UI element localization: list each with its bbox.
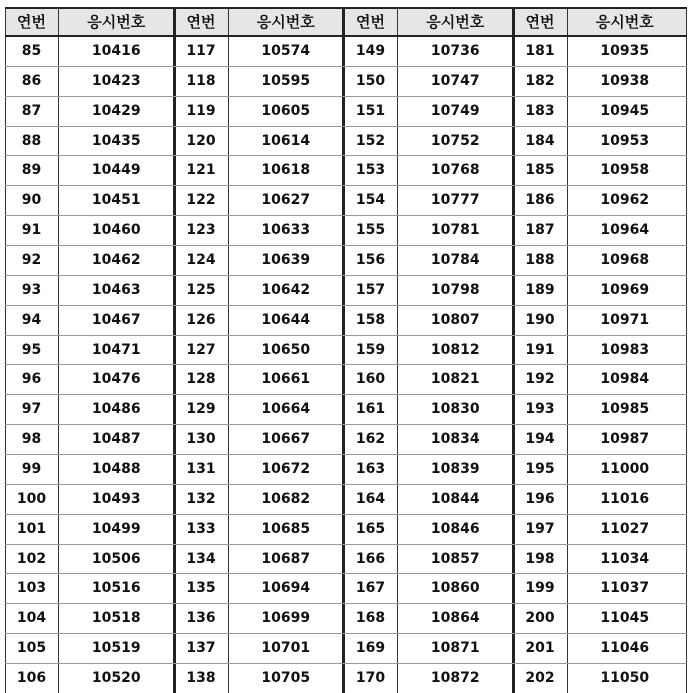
- seq-cell: 93: [21, 281, 42, 298]
- exam-number-cell: 11045: [600, 610, 650, 627]
- exam-number-cell: 10784: [430, 251, 480, 268]
- seq-cell: 150: [355, 72, 386, 89]
- seq-cell: 159: [355, 341, 386, 358]
- seq-cell: 90: [21, 192, 42, 209]
- seq-cell: 123: [186, 222, 216, 239]
- seq-cell: 85: [21, 42, 42, 59]
- exam-number-cell: 10864: [430, 610, 480, 627]
- seq-cell: 121: [186, 162, 216, 179]
- seq-cell: 158: [355, 311, 386, 328]
- exam-number-cell: 10749: [430, 102, 480, 119]
- seq-cell: 88: [21, 132, 42, 149]
- seq-cell: 156: [355, 251, 386, 268]
- seq-cell: 104: [16, 610, 47, 627]
- seq-cell: 101: [16, 520, 47, 537]
- exam-number-cell: 10846: [430, 520, 480, 537]
- seq-cell: 202: [525, 669, 555, 686]
- row-divider: [5, 663, 687, 664]
- exam-number-cell: 10487: [91, 431, 141, 448]
- seq-cell: 134: [186, 550, 216, 567]
- header-exam-number: 응시번호: [256, 13, 315, 31]
- seq-cell: 163: [355, 460, 386, 477]
- exam-number-cell: 10642: [261, 281, 311, 298]
- seq-cell: 186: [525, 192, 555, 209]
- row-divider: [5, 96, 687, 97]
- group-divider: [173, 7, 176, 693]
- exam-number-cell: 10614: [261, 132, 311, 149]
- seq-cell: 160: [355, 371, 386, 388]
- row-divider: [5, 424, 687, 425]
- header-exam-number: 응시번호: [426, 13, 485, 31]
- seq-cell: 130: [186, 431, 216, 448]
- seq-cell: 167: [355, 580, 386, 597]
- seq-cell: 125: [186, 281, 216, 298]
- exam-number-cell: 10519: [91, 640, 141, 657]
- exam-number-cell: 11046: [600, 640, 650, 657]
- exam-number-cell: 10661: [261, 371, 311, 388]
- seq-cell: 164: [355, 490, 386, 507]
- exam-number-cell: 11050: [600, 669, 650, 686]
- exam-number-cell: 10639: [261, 251, 311, 268]
- row-divider: [5, 245, 687, 246]
- seq-cell: 193: [525, 401, 555, 418]
- seq-cell: 99: [21, 460, 42, 477]
- seq-cell: 153: [355, 162, 386, 179]
- exam-number-cell: 10935: [600, 42, 650, 59]
- exam-number-cell: 10969: [600, 281, 650, 298]
- seq-cell: 184: [525, 132, 555, 149]
- exam-number-cell: 10777: [430, 192, 480, 209]
- row-divider: [5, 66, 687, 67]
- seq-cell: 86: [21, 72, 42, 89]
- header-seq: 연번: [186, 13, 216, 31]
- seq-cell: 161: [355, 401, 386, 418]
- seq-cell: 87: [21, 102, 42, 119]
- table-border-right: [686, 7, 687, 693]
- exam-number-cell: 10682: [261, 490, 311, 507]
- seq-cell: 155: [355, 222, 386, 239]
- exam-number-cell: 10423: [91, 72, 141, 89]
- exam-number-cell: 10687: [261, 550, 311, 567]
- column-divider: [58, 7, 59, 693]
- seq-cell: 189: [525, 281, 555, 298]
- exam-number-cell: 10476: [91, 371, 141, 388]
- exam-number-cell: 10650: [261, 341, 311, 358]
- seq-cell: 129: [186, 401, 216, 418]
- exam-number-cell: 10812: [430, 341, 480, 358]
- row-divider: [5, 275, 687, 276]
- exam-number-cell: 10985: [600, 401, 650, 418]
- exam-number-cell: 10672: [261, 460, 311, 477]
- exam-number-cell: 10644: [261, 311, 311, 328]
- seq-cell: 94: [21, 311, 42, 328]
- column-divider: [567, 7, 568, 693]
- exam-number-cell: 10781: [430, 222, 480, 239]
- exam-number-cell: 10449: [91, 162, 141, 179]
- column-divider: [397, 7, 398, 693]
- exam-number-cell: 10830: [430, 401, 480, 418]
- exam-number-cell: 10520: [91, 669, 141, 686]
- seq-cell: 149: [355, 42, 386, 59]
- row-divider: [5, 364, 687, 365]
- exam-number-cell: 10667: [261, 431, 311, 448]
- seq-cell: 198: [525, 550, 555, 567]
- exam-number-cell: 10857: [430, 550, 480, 567]
- seq-cell: 98: [21, 431, 42, 448]
- exam-number-cell: 10834: [430, 431, 480, 448]
- exam-number-cell: 10953: [600, 132, 650, 149]
- seq-cell: 181: [525, 42, 555, 59]
- seq-cell: 169: [355, 640, 386, 657]
- seq-cell: 195: [525, 460, 555, 477]
- seq-cell: 118: [186, 72, 216, 89]
- exam-number-cell: 11000: [600, 460, 650, 477]
- seq-cell: 185: [525, 162, 555, 179]
- seq-cell: 106: [16, 669, 47, 686]
- exam-number-cell: 10984: [600, 371, 650, 388]
- seq-cell: 168: [355, 610, 386, 627]
- exam-number-cell: 10595: [261, 72, 311, 89]
- seq-cell: 89: [21, 162, 42, 179]
- exam-number-cell: 10574: [261, 42, 311, 59]
- row-divider: [5, 544, 687, 545]
- exam-number-cell: 10938: [600, 72, 650, 89]
- exam-number-cell: 11016: [600, 490, 650, 507]
- seq-cell: 103: [16, 580, 47, 597]
- header-seq: 연번: [17, 13, 46, 31]
- table-border-left: [5, 7, 6, 693]
- exam-number-cell: 10435: [91, 132, 141, 149]
- seq-cell: 165: [355, 520, 386, 537]
- seq-cell: 135: [186, 580, 216, 597]
- seq-cell: 120: [186, 132, 216, 149]
- exam-number-cell: 10958: [600, 162, 650, 179]
- exam-number-cell: 10701: [261, 640, 311, 657]
- seq-cell: 166: [355, 550, 386, 567]
- exam-number-cell: 10964: [600, 222, 650, 239]
- seq-cell: 92: [21, 251, 42, 268]
- exam-number-cell: 10429: [91, 102, 141, 119]
- exam-number-cell: 10752: [430, 132, 480, 149]
- exam-number-cell: 10971: [600, 311, 650, 328]
- seq-cell: 190: [525, 311, 555, 328]
- exam-number-cell: 10605: [261, 102, 311, 119]
- seq-cell: 151: [355, 102, 386, 119]
- seq-cell: 200: [525, 610, 555, 627]
- row-divider: [5, 603, 687, 604]
- exam-number-cell: 10694: [261, 580, 311, 597]
- seq-cell: 194: [525, 431, 555, 448]
- exam-number-cell: 10467: [91, 311, 141, 328]
- exam-number-cell: 10627: [261, 192, 311, 209]
- seq-cell: 127: [186, 341, 216, 358]
- exam-number-cell: 10736: [430, 42, 480, 59]
- seq-cell: 137: [186, 640, 216, 657]
- group-divider: [342, 7, 345, 693]
- seq-cell: 97: [21, 401, 42, 418]
- exam-number-cell: 10844: [430, 490, 480, 507]
- seq-cell: 102: [16, 550, 47, 567]
- exam-number-cell: 10618: [261, 162, 311, 179]
- row-divider: [5, 573, 687, 574]
- exam-number-cell: 10488: [91, 460, 141, 477]
- seq-cell: 128: [186, 371, 216, 388]
- applicant-number-table: [5, 7, 687, 693]
- exam-number-cell: 10685: [261, 520, 311, 537]
- exam-number-cell: 10493: [91, 490, 141, 507]
- exam-number-cell: 10860: [430, 580, 480, 597]
- seq-cell: 187: [525, 222, 555, 239]
- seq-cell: 182: [525, 72, 555, 89]
- exam-number-cell: 10871: [430, 640, 480, 657]
- row-divider: [5, 394, 687, 395]
- seq-cell: 188: [525, 251, 555, 268]
- exam-number-cell: 10518: [91, 610, 141, 627]
- exam-number-cell: 10516: [91, 580, 141, 597]
- seq-cell: 196: [525, 490, 555, 507]
- seq-cell: 91: [21, 222, 42, 239]
- seq-cell: 100: [16, 490, 47, 507]
- seq-cell: 136: [186, 610, 216, 627]
- exam-number-cell: 10486: [91, 401, 141, 418]
- seq-cell: 201: [525, 640, 555, 657]
- exam-number-cell: 10821: [430, 371, 480, 388]
- exam-number-cell: 10416: [91, 42, 141, 59]
- exam-number-cell: 10633: [261, 222, 311, 239]
- exam-number-cell: 10807: [430, 311, 480, 328]
- seq-cell: 138: [186, 669, 216, 686]
- seq-cell: 162: [355, 431, 386, 448]
- seq-cell: 157: [355, 281, 386, 298]
- exam-number-cell: 10451: [91, 192, 141, 209]
- seq-cell: 192: [525, 371, 555, 388]
- exam-number-cell: 10471: [91, 341, 141, 358]
- exam-number-cell: 10460: [91, 222, 141, 239]
- seq-cell: 199: [525, 580, 555, 597]
- row-divider: [5, 514, 687, 515]
- group-divider: [512, 7, 515, 693]
- exam-number-cell: 11027: [600, 520, 650, 537]
- exam-number-cell: 10699: [261, 610, 311, 627]
- seq-cell: 170: [355, 669, 386, 686]
- seq-cell: 105: [16, 640, 47, 657]
- row-divider: [5, 305, 687, 306]
- seq-cell: 133: [186, 520, 216, 537]
- exam-number-cell: 10983: [600, 341, 650, 358]
- seq-cell: 183: [525, 102, 555, 119]
- seq-cell: 124: [186, 251, 216, 268]
- table-border-top: [5, 7, 687, 9]
- exam-number-cell: 10499: [91, 520, 141, 537]
- seq-cell: 152: [355, 132, 386, 149]
- exam-number-cell: 10968: [600, 251, 650, 268]
- seq-cell: 131: [186, 460, 216, 477]
- row-divider: [5, 335, 687, 336]
- header-seq: 연번: [525, 13, 555, 31]
- seq-cell: 122: [186, 192, 216, 209]
- exam-number-cell: 10747: [430, 72, 480, 89]
- seq-cell: 117: [186, 42, 216, 59]
- seq-cell: 126: [186, 311, 216, 328]
- header-seq: 연번: [356, 13, 385, 31]
- seq-cell: 95: [21, 341, 42, 358]
- row-divider: [5, 215, 687, 216]
- exam-number-cell: 10463: [91, 281, 141, 298]
- header-underline: [5, 35, 687, 37]
- column-divider: [228, 7, 229, 693]
- seq-cell: 96: [21, 371, 42, 388]
- exam-number-cell: 10462: [91, 251, 141, 268]
- exam-number-cell: 10839: [430, 460, 480, 477]
- row-divider: [5, 484, 687, 485]
- exam-number-cell: 10506: [91, 550, 141, 567]
- exam-number-cell: 10768: [430, 162, 480, 179]
- exam-number-cell: 10664: [261, 401, 311, 418]
- exam-number-cell: 10962: [600, 192, 650, 209]
- seq-cell: 132: [186, 490, 216, 507]
- exam-number-cell: 11034: [600, 550, 650, 567]
- row-divider: [5, 633, 687, 634]
- seq-cell: 154: [355, 192, 386, 209]
- exam-number-cell: 10705: [261, 669, 311, 686]
- header-exam-number: 응시번호: [87, 13, 146, 31]
- exam-number-cell: 10872: [430, 669, 480, 686]
- exam-number-cell: 10945: [600, 102, 650, 119]
- exam-number-cell: 10987: [600, 431, 650, 448]
- row-divider: [5, 126, 687, 127]
- exam-number-cell: 10798: [430, 281, 480, 298]
- exam-number-cell: 11037: [600, 580, 650, 597]
- row-divider: [5, 155, 687, 156]
- seq-cell: 191: [525, 341, 555, 358]
- seq-cell: 119: [186, 102, 216, 119]
- seq-cell: 197: [525, 520, 555, 537]
- row-divider: [5, 454, 687, 455]
- row-divider: [5, 185, 687, 186]
- header-exam-number: 응시번호: [595, 13, 654, 31]
